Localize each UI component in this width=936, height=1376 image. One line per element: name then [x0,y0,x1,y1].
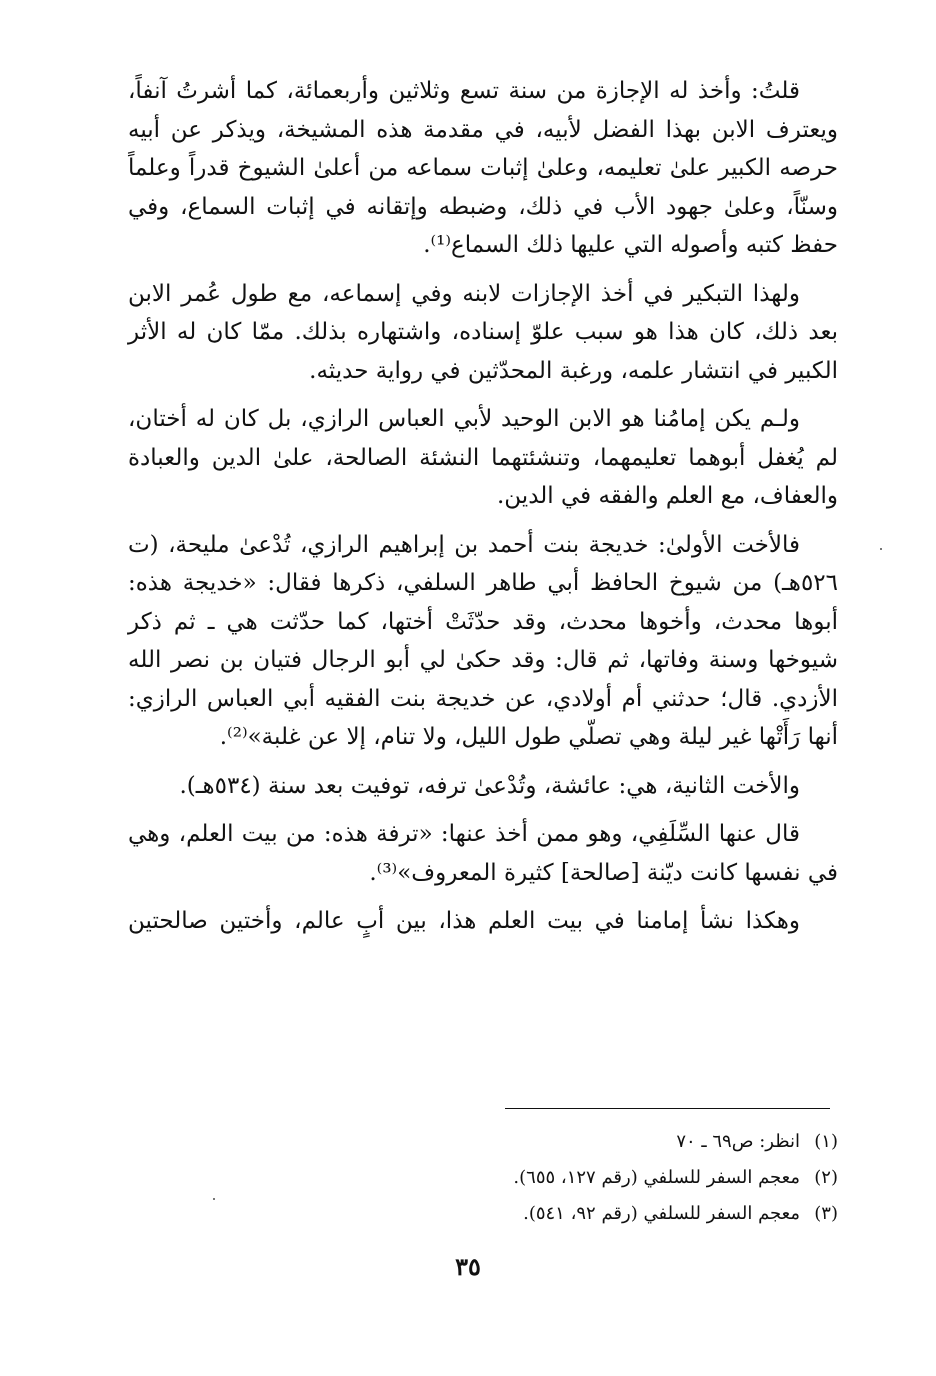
paragraph-7: وهكذا نشأ إمامنا في بيت العلم هذا، بين أبٍ عالم، وأختين صالحتين [128,908,800,934]
paragraph-3: ولـم يكن إمامُنا هو الابن الوحيد لأبي العباس الرازي، بل كان له أختان، لم يُغفل أبوهما تعليمهما، وتنشئتهما النشئة الصالحة، علىٰ الدين والعبادة والعفاف، مع العلم والفقه في الدين. [128,406,838,509]
footnote-divider [505,1108,830,1109]
footnote-number: (٣) [814,1203,838,1224]
footnote-text: انظر: ص٦٩ ـ ٧٠ [676,1131,800,1152]
footnote-3 [400,1196,838,1232]
paragraph-5: والأخت الثانية، هي: عائشة، وتُدْعىٰ ترفه، توفيت بعد سنة (٥٣٤هـ). [179,772,800,799]
footnote-2 [400,1160,838,1196]
paragraph-1: قلتُ: وأخذ له الإجازة من سنة تسع وثلاثين وأربعمائة، كما أشرتُ آنفاً، ويعترف الابن بهذا الفضل لأبيه، في مقدمة هذه المشيخة، ويذكر عن أبيه حرصه الكبير علىٰ تعليمه، وعلىٰ إثبات سماعه من أعلىٰ الشيوخ قدراً وعلماً وسنّاً، وعلىٰ جهود الأب في ذلك، وضبطه وإتقانه في إثبات السماع، وفي حفظ كتبه وأصوله التي عليها ذلك السماع⁽¹⁾. [128,78,838,258]
scan-speck [213,1198,215,1200]
scan-speck [880,548,882,550]
paragraph-6: قال عنها السِّلَفِي، وهو ممن أخذ عنها: «ترفة هذه: من بيت العلم، وهي في نفسها كانت ديّنة [صالحة] كثيرة المعروف»⁽³⁾. [128,821,838,886]
footnotes [400,1124,838,1232]
paragraph-4: فالأخت الأولىٰ: خديجة بنت أحمد بن إبراهيم الرازي، تُدْعىٰ مليحة، (ت ٥٢٦هـ) من شيوخ الحافظ أبي طاهر السلفي، ذكرها فقال: «خديجة هذه: أبوها محدث، وأخوها محدث، وقد حدّثَتْ أختها، كما حدّثت هي ـ ثم ذكر شيوخها وسنة وفاتها، ثم قال: وقد حكىٰ لي أبو الرجال فتيان بن نصر الله الأزدي. قال؛ حدثني أم أولادي، عن خديجة بنت الفقيه أبي العباس الرازي: أنها رَأَتْها غير ليلة وهي تصلّي طول الليل، ولا تنام، إلا عن غلبة»⁽²⁾. [128,531,838,750]
footnote-text: معجم السفر للسلفي (رقم ١٢٧، ٦٥٥). [513,1167,800,1188]
footnote-number: (٢) [814,1167,838,1188]
footnote-number: (١) [814,1131,838,1152]
footnote-1 [400,1124,838,1160]
page-number: ٣٥ [455,1252,481,1281]
footnote-text: معجم السفر للسلفي (رقم ٩٢، ٥٤١). [523,1203,800,1224]
main-text [128,72,838,951]
paragraph-2: ولهذا التبكير في أخذ الإجازات لابنه وفي إسماعه، مع طول عُمر الابن بعد ذلك، كان هذا هو سبب علوّ إسناده، واشتهاره بذلك. ممّا كان له الأثر الكبير في انتشار علمه، ورغبة المحدّثين في رواية حديثه. [128,280,838,384]
